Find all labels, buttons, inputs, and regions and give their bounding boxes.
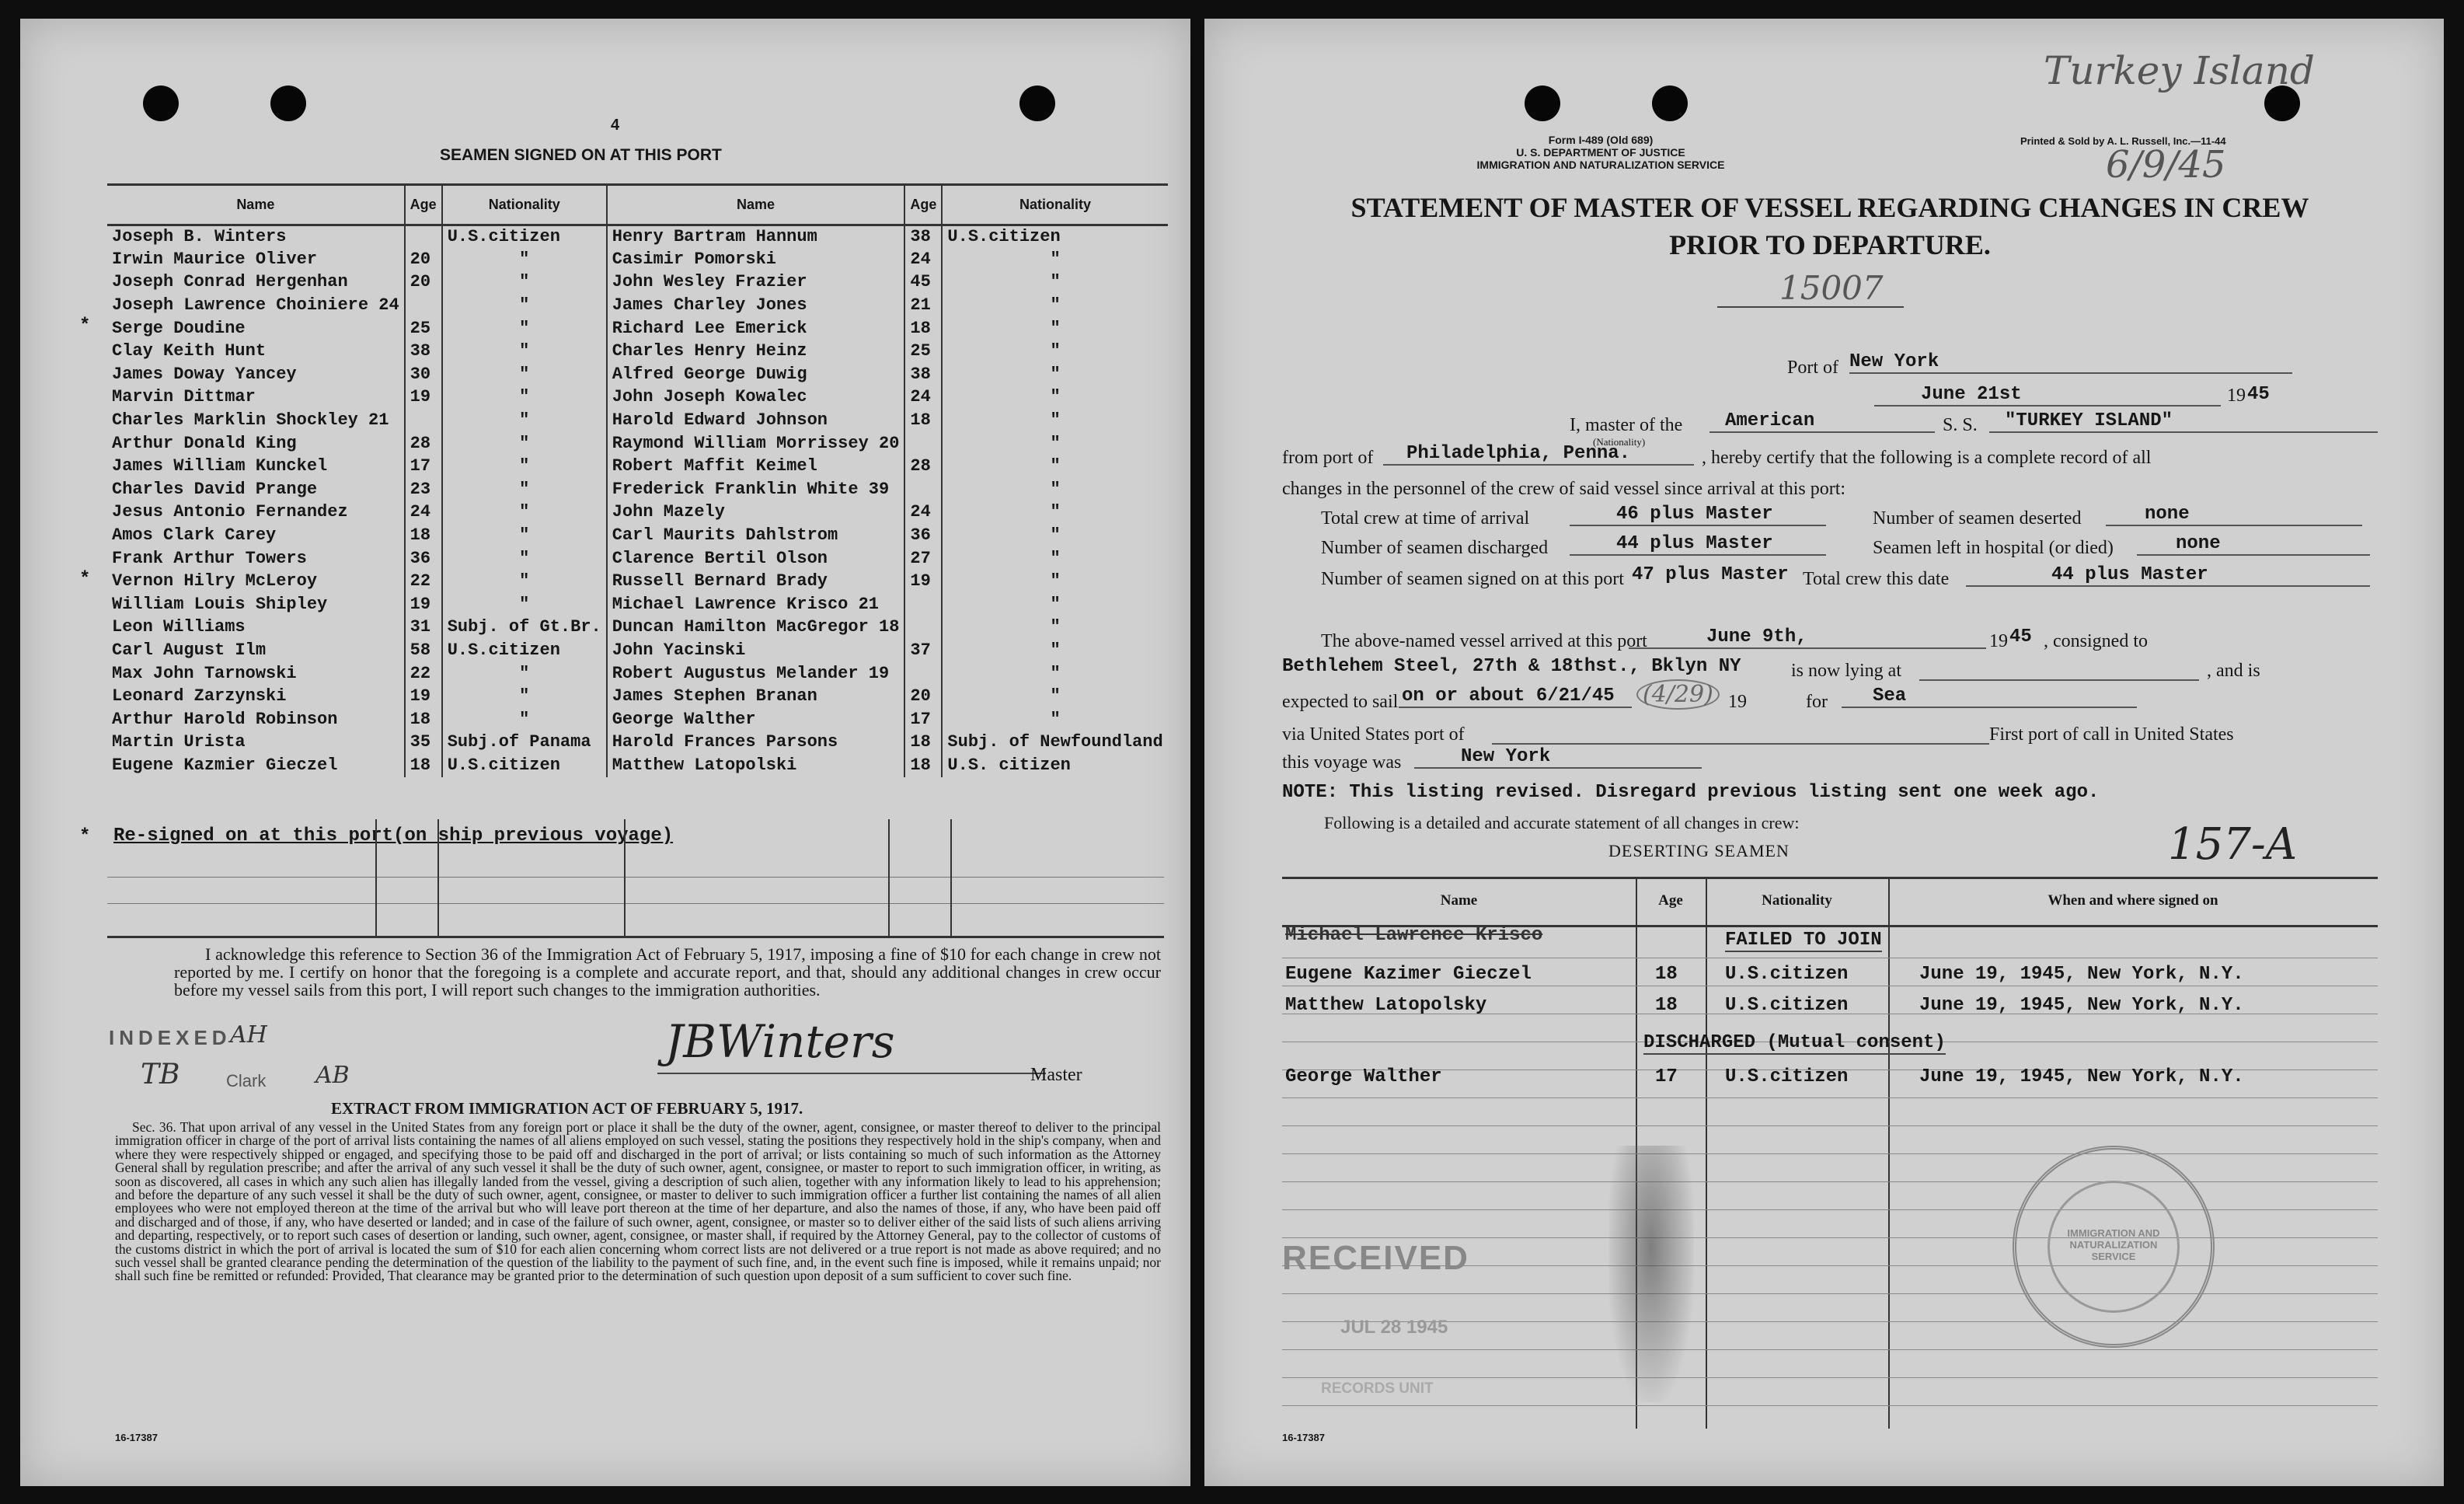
crew-row bbox=[107, 432, 1168, 455]
nationality-cell: " bbox=[442, 340, 607, 363]
name-cell: Clay Keith Hunt bbox=[112, 341, 267, 361]
age-cell: 20 bbox=[405, 271, 442, 295]
age-cell: 36 bbox=[405, 547, 442, 571]
extract-title: EXTRACT FROM IMMIGRATION ACT OF FEBRUARY 5, 1917. bbox=[331, 1099, 803, 1118]
col-age-2: Age bbox=[904, 185, 942, 225]
form-code-right: 16-17387 bbox=[1282, 1432, 1325, 1443]
crew-row bbox=[107, 294, 1168, 317]
signed-on-value: 47 plus Master bbox=[1632, 564, 1789, 585]
service: IMMIGRATION AND NATURALIZATION SERVICE bbox=[1476, 159, 1725, 171]
age-cell: 37 bbox=[904, 639, 942, 662]
arrived-year-prefix: 19 bbox=[1989, 631, 2008, 651]
nationality-cell: " bbox=[442, 317, 607, 340]
col-name: Name bbox=[236, 197, 275, 212]
name-cell: Casimir Pomorski bbox=[607, 248, 905, 271]
statement-title: STATEMENT OF MASTER OF VESSEL REGARDING CHANGES IN CREW bbox=[1350, 192, 2309, 223]
crew-row bbox=[107, 639, 1168, 662]
crew-row bbox=[107, 271, 1168, 295]
nationality-cell: " bbox=[442, 547, 607, 571]
nationality-cell: " bbox=[942, 432, 1167, 455]
nationality-cell: Subj.of Panama bbox=[442, 731, 607, 755]
name-cell: Henry Bartram Hannum bbox=[607, 225, 905, 249]
crew-row bbox=[107, 363, 1168, 386]
handwritten-date: 6/9/45 bbox=[2106, 143, 2226, 187]
hospital-label: Seamen left in hospital (or died) bbox=[1873, 538, 2114, 558]
age-cell: 19 bbox=[405, 593, 442, 616]
nationality-cell: " bbox=[442, 501, 607, 525]
age-cell: 20 bbox=[904, 685, 942, 708]
seamen-signed-table bbox=[107, 183, 1164, 777]
footnote: Re-signed on at this port(on ship previous voyage) bbox=[113, 825, 674, 846]
name-cell: Matthew Latopolski bbox=[607, 754, 905, 777]
nationality-cell: " bbox=[942, 547, 1167, 571]
year-value: 45 bbox=[2247, 384, 2270, 405]
deserter-age: 18 bbox=[1655, 995, 1678, 1016]
age-cell bbox=[405, 409, 442, 432]
consignee-value: Bethlehem Steel, 27th & 18thst., Bklyn NY bbox=[1282, 656, 1741, 677]
name-cell: Richard Lee Emerick bbox=[607, 317, 905, 340]
extract-text: Sec. 36. That upon arrival of any vessel in the United States from any foreign port or place it shall be the duty of the owner, agent, consignee, or master thereof to deliver to the principal immigration officer in charge of the port of arrival lists containing the names of all aliens employed on such vessel, stating the positions they respectively hold in the ship's company, when and where they were respectively shipped or engaged, and specifying those to be paid off and discharged in the port of arrival; or lists containing so much of such information as the Attorney General shall by regulation prescribe; and after the arrival of any such vessel it shall be the duty of such owner, agent, consignee, or master to report to such immigration officer, in writing, as soon as discovered, all cases in which any such alien has illegally landed from the vessel, giving a description of such alien, together with any information likely to lead to his apprehension; and before the departure of any such vessel it shall be the duty of such owner, agent, consignee, or master to deliver to such immigration officer a further list containing the names of all alien employees who were not employed thereon at the time of the arrival but who will leave port thereon at the time of her departure, and also the names of those, if any, who have been paid off and discharged and of those, if any, who have deserted or landed; and in case of the failure of such owner, agent, consignee, or master so to deliver either of the said lists of such aliens arriving and departing, respectively, or to report such cases of desertion or landing, such owner, agent, consignee, or master shall, if required by the Attorney General, pay to the collector of customs of the customs district in which the port of arrival is located the sum of $10 for each alien concerning whom correct lists are not delivered or a true report is not made as above required; and no such vessel shall be granted clearance pending the determination of the question of the liability to the payment of such fine, and, in the event such fine is imposed, while it remains unpaid; nor shall such fine be remitted or refunded: Provided, That clearance may be granted prior to the determination of such question upon deposit of a sum sufficient to cover such fine. bbox=[115, 1119, 1161, 1284]
deserted-value: none bbox=[2106, 504, 2362, 526]
ship-name: "TURKEY ISLAND" bbox=[1989, 410, 2378, 433]
nationality-cell: U.S.citizen bbox=[942, 225, 1167, 249]
d-col-name: Name bbox=[1440, 892, 1478, 909]
crew-row bbox=[107, 409, 1168, 432]
following-text: Following is a detailed and accurate statement of all changes in crew: bbox=[1324, 813, 1800, 832]
name-cell: Robert Augustus Melander 19 bbox=[607, 662, 905, 686]
signed-on-label: Number of seamen signed on at this port bbox=[1321, 569, 1624, 589]
struck-name: Michael Lawrence Krisco bbox=[1285, 925, 1543, 946]
clerk-label: Clark bbox=[226, 1071, 267, 1090]
age-cell bbox=[904, 432, 942, 455]
total-date-label: Total crew this date bbox=[1803, 569, 1950, 589]
nationality-cell: " bbox=[942, 340, 1167, 363]
nationality-cell: " bbox=[442, 455, 607, 478]
nationality-cell: " bbox=[442, 409, 607, 432]
age-cell: 20 bbox=[405, 248, 442, 271]
crew-row bbox=[107, 685, 1168, 708]
ink-smudge bbox=[1608, 1146, 1694, 1402]
crew-row bbox=[107, 662, 1168, 686]
crew-row bbox=[107, 317, 1168, 340]
indexed-stamp: INDEXED bbox=[109, 1026, 232, 1049]
name-cell: Serge Doudine bbox=[112, 318, 246, 338]
nationality-cell: " bbox=[442, 662, 607, 686]
age-cell: 38 bbox=[904, 225, 942, 249]
nationality-cell: " bbox=[442, 685, 607, 708]
expected-label: expected to sail bbox=[1282, 692, 1399, 712]
nationality-cell: " bbox=[442, 478, 607, 501]
deserter-nat: U.S.citizen bbox=[1725, 1066, 1849, 1087]
nationality-cell: Subj. of Newfoundland bbox=[942, 731, 1167, 755]
from-port-label: from port of bbox=[1282, 448, 1374, 468]
age-cell: 24 bbox=[904, 386, 942, 410]
table-rule bbox=[1282, 1097, 2378, 1098]
master-of-label: I, master of the bbox=[1570, 415, 1683, 435]
acknowledgement: I acknowledge this reference to Section 36 of the Immigration Act of February 5, 1917, imposing a fine of $10 for each change in crew not reported by me. I certify on honor that the foregoing is a complete and accurate report, and that, should any additional changes in crew occur before my vessel sails from this port, I will report such changes to the immigration authorities. bbox=[174, 944, 1161, 1000]
age-cell: 45 bbox=[904, 271, 942, 295]
name-cell: Irwin Maurice Oliver bbox=[112, 249, 318, 269]
nationality-cell: " bbox=[942, 524, 1167, 547]
d-col-nationality: Nationality bbox=[1762, 892, 1832, 909]
age-cell: 19 bbox=[904, 570, 942, 593]
name-cell: Joseph Conrad Hergenhan bbox=[112, 272, 348, 292]
age-cell: 24 bbox=[405, 501, 442, 525]
nationality-cell: U.S.citizen bbox=[442, 754, 607, 777]
ss-label: S. S. bbox=[1943, 415, 1978, 435]
deserter-when: June 19, 1945, New York, N.Y. bbox=[1919, 964, 2244, 985]
nationality-cell: " bbox=[942, 386, 1167, 410]
table-rule bbox=[1282, 1405, 2378, 1406]
age-cell: 38 bbox=[904, 363, 942, 386]
name-cell: Leonard Zarzynski bbox=[112, 686, 287, 707]
age-cell: 17 bbox=[904, 708, 942, 731]
crew-row bbox=[107, 570, 1168, 593]
arrived-label: The above-named vessel arrived at this port bbox=[1321, 631, 1647, 651]
voyage-label: this voyage was bbox=[1282, 752, 1402, 773]
nationality-cell: " bbox=[942, 616, 1167, 640]
year-prefix-3: 19 bbox=[1728, 692, 1747, 712]
received-date: JUL 28 1945 bbox=[1340, 1317, 1448, 1338]
name-cell: Vernon Hilry McLeroy bbox=[112, 571, 318, 591]
table-bottom-rule bbox=[107, 936, 1164, 938]
name-cell: Martin Urista bbox=[112, 732, 246, 752]
crew-row bbox=[107, 501, 1168, 525]
name-cell: Clarence Bertil Olson bbox=[607, 547, 905, 571]
name-cell: Charles David Prange bbox=[112, 479, 318, 499]
form-code-left: 16-17387 bbox=[115, 1432, 158, 1443]
age-cell: 30 bbox=[405, 363, 442, 386]
total-crew-label: Total crew at time of arrival bbox=[1321, 508, 1530, 529]
resigned-mark: * bbox=[79, 569, 91, 590]
table-rule bbox=[1282, 1209, 2378, 1210]
nationality-cell: " bbox=[442, 593, 607, 616]
age-cell: 19 bbox=[405, 386, 442, 410]
nationality-cell: " bbox=[942, 455, 1167, 478]
col-nationality-2: Nationality bbox=[942, 185, 1167, 225]
name-cell: James Doway Yancey bbox=[112, 364, 297, 384]
age-cell: 35 bbox=[405, 731, 442, 755]
deserter-nat: U.S.citizen bbox=[1725, 995, 1849, 1016]
age-cell: 28 bbox=[904, 455, 942, 478]
nationality-value: American bbox=[1709, 410, 1935, 433]
nationality-cell: " bbox=[942, 294, 1167, 317]
deserting-table bbox=[1282, 877, 2378, 1429]
age-cell: 17 bbox=[405, 455, 442, 478]
name-cell: Duncan Hamilton MacGregor 18 bbox=[607, 616, 905, 640]
name-cell: William Louis Shipley bbox=[112, 594, 328, 614]
crew-row bbox=[107, 340, 1168, 363]
deserter-age: 18 bbox=[1655, 964, 1678, 985]
changes-text: changes in the personnel of the crew of said vessel since arrival at this port: bbox=[1282, 479, 1846, 499]
nationality-cell: " bbox=[442, 524, 607, 547]
discharged-label: Number of seamen discharged bbox=[1321, 538, 1549, 558]
form-id: Form I-489 (Old 689) bbox=[1548, 134, 1654, 146]
age-cell: 28 bbox=[405, 432, 442, 455]
now-lying-label: is now lying at bbox=[1791, 661, 1901, 681]
nationality-cell: " bbox=[942, 685, 1167, 708]
deserter-age: 17 bbox=[1655, 1066, 1678, 1087]
age-cell: 36 bbox=[904, 524, 942, 547]
punch-hole bbox=[270, 85, 306, 121]
col-nationality: Nationality bbox=[442, 185, 607, 225]
table-rule bbox=[1282, 1125, 2378, 1126]
name-cell: Robert Maffit Keimel bbox=[607, 455, 905, 478]
age-cell bbox=[904, 616, 942, 640]
voyage-value: New York bbox=[1414, 746, 1702, 769]
consigned-label: , consigned to bbox=[2044, 631, 2148, 651]
signature-line bbox=[657, 1073, 1046, 1074]
name-cell: Harold Frances Parsons bbox=[607, 731, 905, 755]
name-cell: Harold Edward Johnson bbox=[607, 409, 905, 432]
age-cell: 18 bbox=[405, 754, 442, 777]
age-cell: 31 bbox=[405, 616, 442, 640]
name-cell: Marvin Dittmar bbox=[112, 387, 256, 407]
age-cell: 22 bbox=[405, 570, 442, 593]
name-cell: James Charley Jones bbox=[607, 294, 905, 317]
blank-rows bbox=[107, 850, 1164, 936]
punch-hole bbox=[1652, 85, 1688, 121]
handwritten-initials: AH bbox=[230, 1021, 267, 1049]
discharged-value: 44 plus Master bbox=[1570, 533, 1826, 556]
nationality-caption: (Nationality) bbox=[1593, 436, 1646, 448]
name-cell: Leon Williams bbox=[112, 617, 246, 637]
age-cell bbox=[405, 294, 442, 317]
age-cell bbox=[904, 478, 942, 501]
age-cell: 25 bbox=[405, 317, 442, 340]
name-cell: John Mazely bbox=[607, 501, 905, 525]
certify-text: , hereby certify that the following is a complete record of all bbox=[1702, 448, 2152, 468]
nationality-cell: " bbox=[442, 432, 607, 455]
hand-number: 15007 bbox=[1779, 269, 1884, 307]
from-port-value: Philadelphia, Penna. bbox=[1383, 443, 1694, 466]
arrived-year: 45 bbox=[2009, 626, 2032, 647]
deserting-heading: DESERTING SEAMEN bbox=[1608, 841, 1790, 860]
age-cell bbox=[904, 593, 942, 616]
records-unit: RECORDS UNIT bbox=[1321, 1380, 1434, 1397]
d-col-when: When and where signed on bbox=[2048, 892, 2218, 909]
nationality-cell: U.S.citizen bbox=[442, 225, 607, 249]
discharged-heading: DISCHARGED (Mutual consent) bbox=[1643, 1032, 1946, 1053]
hospital-value: none bbox=[2137, 533, 2370, 556]
crew-row bbox=[107, 478, 1168, 501]
nationality-cell: " bbox=[942, 501, 1167, 525]
failed-to-join: FAILED TO JOIN bbox=[1725, 930, 1882, 951]
number-line bbox=[1717, 306, 1904, 308]
master-signature: JBWinters bbox=[665, 1015, 895, 1068]
name-cell: George Walther bbox=[607, 708, 905, 731]
page-number: 4 bbox=[611, 117, 620, 134]
crew-row bbox=[107, 708, 1168, 731]
footnote-mark: * bbox=[79, 826, 91, 847]
hand-circle-note: (4/29) bbox=[1636, 679, 1720, 710]
total-crew-value: 46 plus Master bbox=[1570, 504, 1826, 526]
nationality-cell: " bbox=[442, 271, 607, 295]
nationality-cell: " bbox=[942, 248, 1167, 271]
crew-row bbox=[107, 616, 1168, 640]
age-cell bbox=[405, 225, 442, 249]
expected-value: on or about 6/21/45 bbox=[1399, 686, 1632, 708]
nationality-cell: " bbox=[942, 593, 1167, 616]
name-cell: Raymond William Morrissey 20 bbox=[607, 432, 905, 455]
crew-row bbox=[107, 731, 1168, 755]
age-cell: 27 bbox=[904, 547, 942, 571]
nationality-cell: " bbox=[942, 409, 1167, 432]
first-call-label: First port of call in United States bbox=[1989, 724, 2234, 745]
age-cell: 25 bbox=[904, 340, 942, 363]
name-cell: James Stephen Branan bbox=[607, 685, 905, 708]
name-cell: Alfred George Duwig bbox=[607, 363, 905, 386]
age-cell: 19 bbox=[405, 685, 442, 708]
arrived-value: June 9th, bbox=[1629, 626, 1986, 649]
date-value: June 21st bbox=[1874, 384, 2221, 407]
crew-row bbox=[107, 455, 1168, 478]
age-cell: 18 bbox=[904, 317, 942, 340]
table-rule bbox=[1282, 1349, 2378, 1350]
nationality-cell: " bbox=[942, 639, 1167, 662]
port-label: Port of bbox=[1787, 358, 1838, 378]
nationality-cell: " bbox=[942, 317, 1167, 340]
punch-hole bbox=[143, 85, 179, 121]
crew-row bbox=[107, 225, 1168, 249]
table-rule bbox=[1282, 1181, 2378, 1182]
name-cell: Frederick Franklin White 39 bbox=[607, 478, 905, 501]
right-page bbox=[1204, 19, 2444, 1486]
printer-line: Printed & Sold by A. L. Russell, Inc.—11-44 bbox=[2020, 135, 2226, 147]
deserter-nat: U.S.citizen bbox=[1725, 964, 1849, 985]
nationality-cell: " bbox=[942, 363, 1167, 386]
for-label: for bbox=[1806, 692, 1828, 712]
left-page bbox=[20, 19, 1190, 1486]
name-cell: Amos Clark Carey bbox=[112, 525, 277, 546]
name-cell: Frank Arthur Towers bbox=[112, 548, 307, 568]
left-heading: SEAMEN SIGNED ON AT THIS PORT bbox=[440, 146, 722, 164]
port-value: New York bbox=[1849, 351, 2292, 374]
and-is-label: , and is bbox=[2207, 661, 2260, 681]
crew-row bbox=[107, 386, 1168, 410]
age-cell: 58 bbox=[405, 639, 442, 662]
age-cell: 24 bbox=[904, 248, 942, 271]
deserted-label: Number of seamen deserted bbox=[1873, 508, 2082, 529]
nationality-cell: " bbox=[442, 248, 607, 271]
name-cell: Eugene Kazmier Gieczel bbox=[112, 755, 338, 775]
nationality-cell: Subj. of Gt.Br. bbox=[442, 616, 607, 640]
received-stamp: RECEIVED bbox=[1282, 1239, 1469, 1277]
age-cell: 23 bbox=[405, 478, 442, 501]
statement-subtitle: PRIOR TO DEPARTURE. bbox=[1669, 229, 1991, 260]
col-age: Age bbox=[405, 185, 442, 225]
handwritten-initials: AB bbox=[315, 1062, 350, 1089]
crew-row bbox=[107, 524, 1168, 547]
nationality-cell: " bbox=[442, 708, 607, 731]
name-cell: Arthur Donald King bbox=[112, 433, 297, 453]
name-cell: John Wesley Frazier bbox=[607, 271, 905, 295]
round-stamp bbox=[2013, 1146, 2215, 1348]
age-cell: 24 bbox=[904, 501, 942, 525]
deserter-when: June 19, 1945, New York, N.Y. bbox=[1919, 995, 2244, 1016]
department: U. S. DEPARTMENT OF JUSTICE bbox=[1516, 146, 1685, 159]
nationality-cell: " bbox=[442, 386, 607, 410]
punch-hole bbox=[1019, 85, 1055, 121]
age-cell: 38 bbox=[405, 340, 442, 363]
nationality-cell: U.S. citizen bbox=[942, 754, 1167, 777]
handwritten-ship: Turkey Island bbox=[2044, 48, 2315, 93]
name-cell: Joseph B. Winters bbox=[112, 227, 287, 247]
crew-row bbox=[107, 248, 1168, 271]
age-cell: 18 bbox=[904, 731, 942, 755]
form-header bbox=[1337, 134, 1865, 171]
age-cell: 18 bbox=[904, 409, 942, 432]
deserter-name: George Walther bbox=[1285, 1066, 1442, 1087]
table-rule bbox=[1282, 1153, 2378, 1154]
crew-row bbox=[107, 547, 1168, 571]
crew-row bbox=[107, 754, 1168, 777]
name-cell: Michael Lawrence Krisco 21 bbox=[607, 593, 905, 616]
deserter-when: June 19, 1945, New York, N.Y. bbox=[1919, 1066, 2244, 1087]
resigned-mark: * bbox=[79, 316, 91, 337]
handwritten-mark: TB bbox=[141, 1059, 180, 1090]
deserter-name: Matthew Latopolsky bbox=[1285, 995, 1487, 1016]
round-stamp-text: IMMIGRATION AND NATURALIZATION SERVICE bbox=[2067, 1227, 2160, 1262]
name-cell: Jesus Antonio Fernandez bbox=[112, 502, 348, 522]
age-cell: 22 bbox=[405, 662, 442, 686]
nationality-cell: " bbox=[942, 570, 1167, 593]
age-cell: 18 bbox=[405, 708, 442, 731]
nationality-cell: " bbox=[442, 294, 607, 317]
name-cell: James William Kunckel bbox=[112, 456, 328, 476]
name-cell: Max John Tarnowski bbox=[112, 663, 297, 683]
nationality-cell: U.S.citizen bbox=[442, 639, 607, 662]
name-cell: Charles Henry Heinz bbox=[607, 340, 905, 363]
for-value: Sea bbox=[1842, 686, 2137, 708]
name-cell: Carl August Ilm bbox=[112, 640, 267, 660]
name-cell: Russell Bernard Brady bbox=[607, 570, 905, 593]
table-rule bbox=[1282, 1377, 2378, 1378]
crew-row bbox=[107, 593, 1168, 616]
name-cell: John Joseph Kowalec bbox=[607, 386, 905, 410]
via-label: via United States port of bbox=[1282, 724, 1465, 745]
name-cell: John Yacinski bbox=[607, 639, 905, 662]
age-cell: 18 bbox=[405, 524, 442, 547]
revision-note: NOTE: This listing revised. Disregard previous listing sent one week ago. bbox=[1282, 782, 2100, 803]
lying-line bbox=[1919, 679, 2199, 681]
punch-hole bbox=[1525, 85, 1560, 121]
via-line bbox=[1492, 743, 1989, 745]
name-cell: Carl Maurits Dahlstrom bbox=[607, 524, 905, 547]
nationality-cell: " bbox=[942, 478, 1167, 501]
deserter-name: Eugene Kazimer Gieczel bbox=[1285, 964, 1532, 985]
year-prefix: 19 bbox=[2227, 386, 2246, 406]
master-label: Master bbox=[1030, 1065, 1082, 1085]
nationality-cell: " bbox=[942, 708, 1167, 731]
age-cell: 18 bbox=[904, 754, 942, 777]
age-cell: 21 bbox=[904, 294, 942, 317]
nationality-cell: " bbox=[442, 363, 607, 386]
nationality-cell: " bbox=[942, 271, 1167, 295]
name-cell: Arthur Harold Robinson bbox=[112, 709, 338, 729]
name-cell: Charles Marklin Shockley 21 bbox=[112, 410, 389, 431]
name-cell: Joseph Lawrence Choiniere 24 bbox=[112, 295, 399, 316]
age-cell bbox=[904, 662, 942, 686]
nationality-cell: " bbox=[942, 662, 1167, 686]
total-date-value: 44 plus Master bbox=[1966, 564, 2370, 587]
nationality-cell: " bbox=[442, 570, 607, 593]
d-col-age: Age bbox=[1658, 892, 1683, 909]
table-rule bbox=[1282, 1293, 2378, 1294]
hand-code: 157-A bbox=[2168, 819, 2298, 870]
col-name-2: Name bbox=[607, 185, 905, 225]
